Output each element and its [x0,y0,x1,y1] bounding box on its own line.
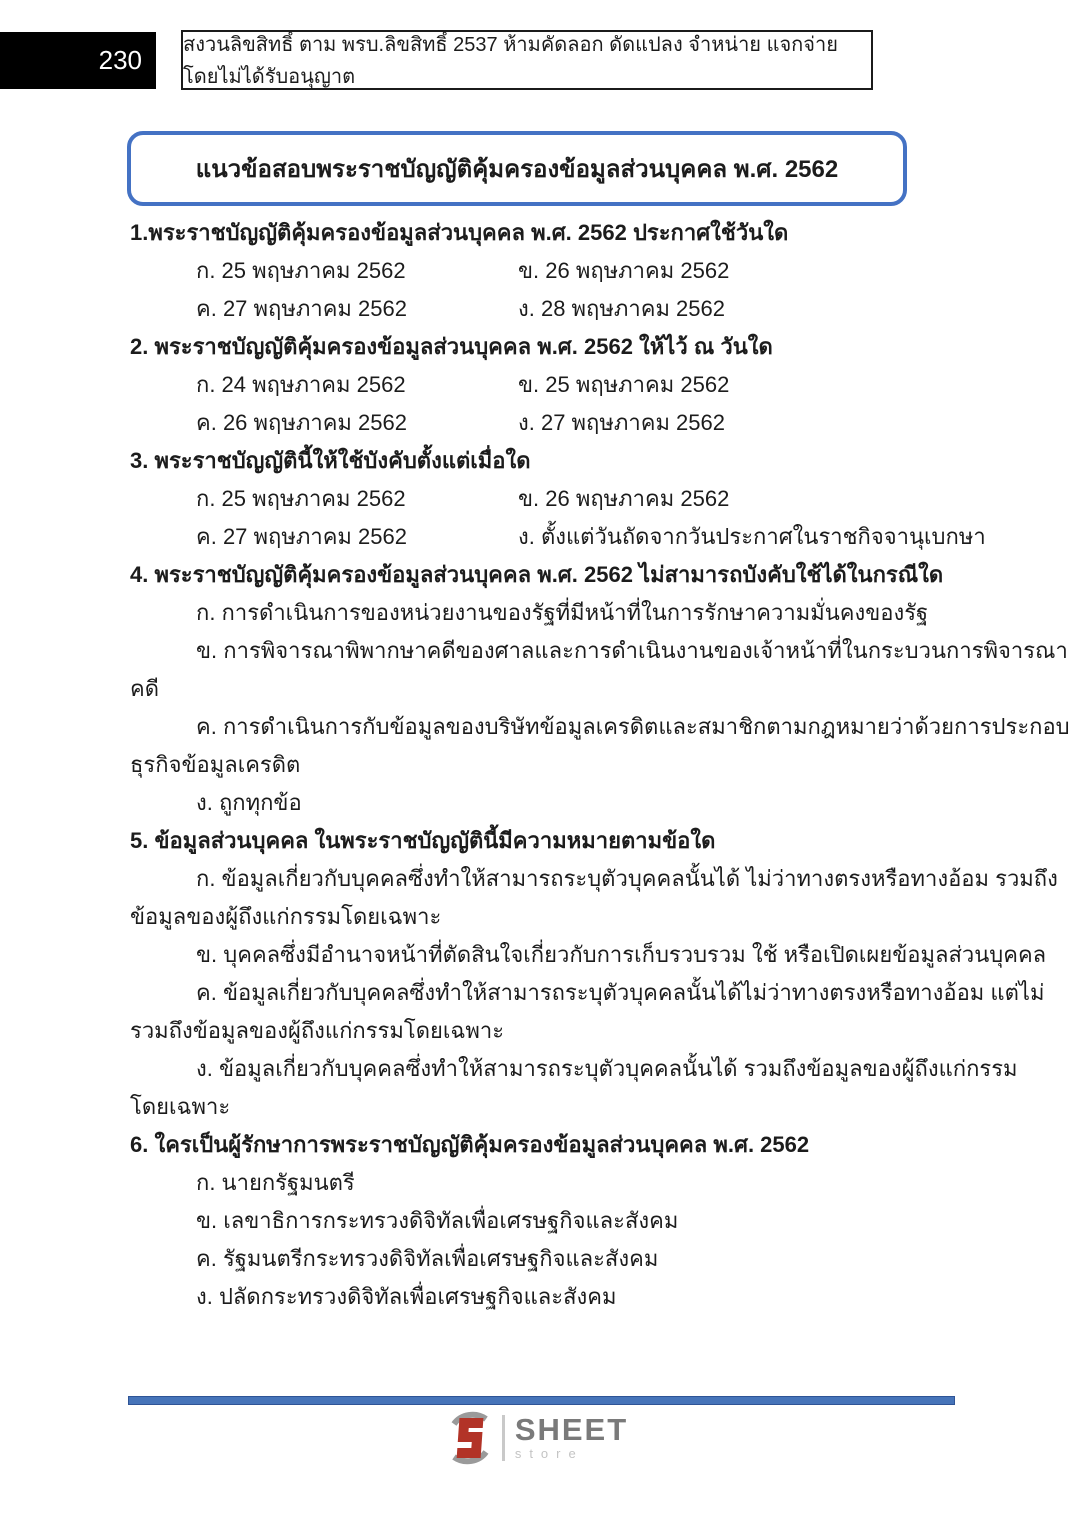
choice: ก. การดำเนินการของหน่วยงานของรัฐที่มีหน้าที่ในการรักษาความมั่นคงของรัฐ [196,600,929,625]
logo-text: SHEET [514,1412,629,1447]
choice: ค. 27 พฤษภาคม 2562 [196,296,407,321]
questions-area [130,214,1070,1316]
choice: ก. ข้อมูลเกี่ยวกับบุคคลซึ่งทำให้สามารถระบุตัวบุคคลนั้นได้ ไม่ว่าทางตรงหรือทางอ้อม รวมถึง [196,866,1058,891]
footer-divider-rule [128,1396,955,1405]
choice: ง. 27 พฤษภาคม 2562 [518,410,726,435]
choice: ง. ตั้งแต่วันถัดจากวันประกาศในราชกิจจานุเบกษา [518,524,986,549]
choice: ก. 25 พฤษภาคม 2562 [196,258,406,283]
choice-continuation: โดยเฉพาะ [130,1094,231,1119]
logo-divider [502,1415,505,1461]
choice: ข. 26 พฤษภาคม 2562 [518,486,730,511]
logo-text-column [515,1414,628,1462]
question-text: 5. ข้อมูลส่วนบุคคล ในพระราชบัญญัตินี้มีความหมายตามข้อใด [130,828,716,853]
sheet-store-logo-mark-icon [448,1410,492,1466]
choice: ค. รัฐมนตรีกระทรวงดิจิทัลเพื่อเศรษฐกิจและสังคม [196,1246,659,1271]
choice: ค. การดำเนินการกับข้อมูลของบริษัทข้อมูลเครดิตและสมาชิกตามกฎหมายว่าด้วยการประกอบ [196,714,1070,739]
choice: ง. ข้อมูลเกี่ยวกับบุคคลซึ่งทำให้สามารถระบุตัวบุคคลนั้นได้ รวมถึงข้อมูลของผู้ถึงแก่กรรม [196,1056,1018,1081]
logo-subtext: store [514,1446,584,1461]
choice: ง. ปลัดกระทรวงดิจิทัลเพื่อเศรษฐกิจและสังคม [196,1284,617,1309]
choice: ค. 27 พฤษภาคม 2562 [196,524,407,549]
choice-continuation: รวมถึงข้อมูลของผู้ถึงแก่กรรมโดยเฉพาะ [130,1018,505,1043]
question-text: 1.พระราชบัญญัติคุ้มครองข้อมูลส่วนบุคคล พ.ศ. 2562 ประกาศใช้วันใด [130,220,789,245]
choice: ก. นายกรัฐมนตรี [196,1170,355,1195]
question-text: 2. พระราชบัญญัติคุ้มครองข้อมูลส่วนบุคคล พ.ศ. 2562 ให้ไว้ ณ วันใด [130,334,773,359]
sheet-store-logo [0,1410,1076,1466]
choice: ข. 26 พฤษภาคม 2562 [518,258,730,283]
question-text: 4. พระราชบัญญัติคุ้มครองข้อมูลส่วนบุคคล พ.ศ. 2562 ไม่สามารถบังคับใช้ได้ในกรณีใด [130,562,944,587]
choice: ค. 26 พฤษภาคม 2562 [196,410,407,435]
question-text: 6. ใครเป็นผู้รักษาการพระราชบัญญัติคุ้มครองข้อมูลส่วนบุคคล พ.ศ. 2562 [130,1132,810,1157]
choice: ง. 28 พฤษภาคม 2562 [518,296,726,321]
choice: ง. ถูกทุกข้อ [196,790,302,815]
choice-row [130,252,954,290]
document-title-box [127,131,907,206]
choice-row [130,480,954,518]
page-number: 230 [98,45,142,75]
choice: ข. เลขาธิการกระทรวงดิจิทัลเพื่อเศรษฐกิจและสังคม [196,1208,679,1233]
choice: ข. บุคคลซึ่งมีอำนาจหน้าที่ตัดสินใจเกี่ยวกับการเก็บรวบรวม ใช้ หรือเปิดเผยข้อมูลส่วนบุคคล [196,942,1047,967]
choice: ข. การพิจารณาพิพากษาคดีของศาลและการดำเนินงานของเจ้าหน้าที่ในกระบวนการพิจารณา [196,638,1068,663]
choice-continuation: คดี [130,676,160,701]
choice-continuation: ข้อมูลของผู้ถึงแก่กรรมโดยเฉพาะ [130,904,442,929]
choice-row [130,518,986,556]
choice-row [130,290,954,328]
choice-row [130,404,954,442]
copyright-notice: สงวนลิขสิทธิ์ ตาม พรบ.ลิขสิทธิ์ 2537 ห้ามคัดลอก ดัดแปลง จำหน่าย แจกจ่าย โดยไม่ได้รับอนุญาต [183,34,838,88]
choice: ค. ข้อมูลเกี่ยวกับบุคคลซึ่งทำให้สามารถระบุตัวบุคคลนั้นได้ไม่ว่าทางตรงหรือทางอ้อม แต่ไม่ [196,980,1045,1005]
choice: ก. 25 พฤษภาคม 2562 [196,486,406,511]
choice-continuation: ธุรกิจข้อมูลเครดิต [130,752,301,777]
choice: ก. 24 พฤษภาคม 2562 [196,372,406,397]
document-title: แนวข้อสอบพระราชบัญญัติคุ้มครองข้อมูลส่วนบุคคล พ.ศ. 2562 [195,156,839,183]
choice-row [130,366,954,404]
choice: ข. 25 พฤษภาคม 2562 [518,372,730,397]
question-text: 3. พระราชบัญญัตินี้ให้ใช้บังคับตั้งแต่เมื่อใด [130,448,531,473]
copyright-notice-box [181,30,873,90]
page-number-box [0,32,156,89]
